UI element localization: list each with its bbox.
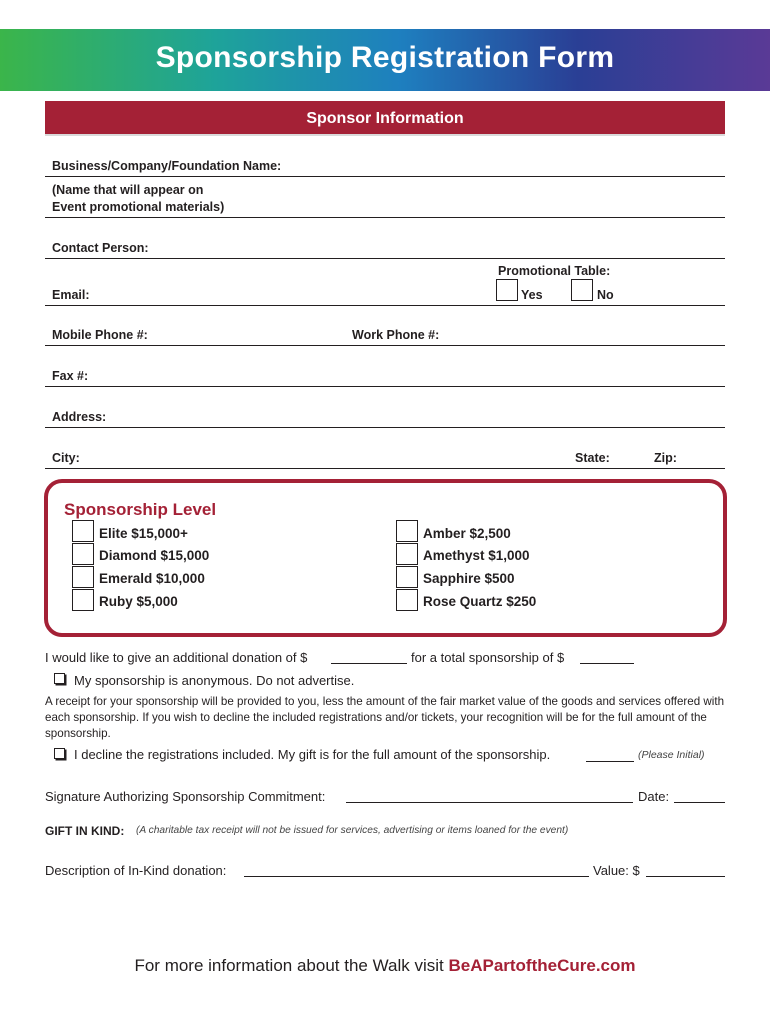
contact-person-field[interactable] xyxy=(45,258,725,259)
promo-no-label: No xyxy=(597,288,614,302)
city-state-zip-field[interactable] xyxy=(45,468,725,469)
level-checkbox-amber[interactable] xyxy=(396,520,418,542)
additional-donation-field[interactable] xyxy=(331,663,407,664)
footer-website-link[interactable]: BeAPartoftheCure.com xyxy=(448,956,636,975)
date-label: Date: xyxy=(638,789,670,804)
in-kind-value-label: Value: $ xyxy=(593,863,640,878)
level-checkbox-amethyst[interactable] xyxy=(396,543,418,565)
promo-no-checkbox[interactable] xyxy=(571,279,593,301)
address-field[interactable] xyxy=(45,427,725,428)
decline-label: I decline the registrations included. My gift is for the full amount of the sponsorship. xyxy=(74,747,551,762)
date-field[interactable] xyxy=(674,802,725,803)
level-label-amethyst: Amethyst $1,000 xyxy=(423,548,530,563)
in-kind-description-label: Description of In-Kind donation: xyxy=(45,863,227,878)
page-title: Sponsorship Registration Form xyxy=(155,41,615,74)
section-heading: Sponsor Information xyxy=(306,110,464,127)
business-note-line2: Event promotional materials) xyxy=(52,200,225,214)
fax-field[interactable] xyxy=(45,386,725,387)
total-sponsorship-label: for a total sponsorship of $ xyxy=(411,650,565,665)
promo-yes-label: Yes xyxy=(521,288,543,302)
level-label-elite: Elite $15,000+ xyxy=(99,526,188,541)
decline-checkbox[interactable] xyxy=(54,748,65,759)
gift-in-kind-note: (A charitable tax receipt will not be issued for services, advertising or items loaned for the event) xyxy=(136,825,569,836)
promotional-table-label: Promotional Table: xyxy=(498,264,611,278)
level-checkbox-diamond[interactable] xyxy=(72,543,94,565)
anonymous-checkbox[interactable] xyxy=(54,673,65,684)
signature-field[interactable] xyxy=(346,802,633,803)
footer-info xyxy=(0,956,770,976)
business-name-label: Business/Company/Foundation Name: xyxy=(52,159,282,173)
fax-label: Fax #: xyxy=(52,369,89,383)
in-kind-description-field[interactable] xyxy=(244,876,589,877)
level-label-sapphire: Sapphire $500 xyxy=(423,571,515,586)
work-phone-label: Work Phone #: xyxy=(352,328,440,342)
sponsorship-level-heading: Sponsorship Level xyxy=(64,500,217,519)
level-label-emerald: Emerald $10,000 xyxy=(99,571,205,586)
address-label: Address: xyxy=(52,410,107,424)
in-kind-value-field[interactable] xyxy=(646,876,725,877)
phone-field[interactable] xyxy=(45,345,725,346)
receipt-paragraph: A receipt for your sponsorship will be provided to you, less the amount of the fair market value of the goods and services offered with each sponsorship. If you wish to decline the included registrations and/or tickets, your recognition will be for the full amount of the sponsorship. xyxy=(45,695,725,740)
level-label-ruby: Ruby $5,000 xyxy=(99,594,178,609)
city-label: City: xyxy=(52,451,80,465)
level-label-amber: Amber $2,500 xyxy=(423,526,511,541)
gift-in-kind-label: GIFT IN KIND: xyxy=(45,824,125,838)
business-note-line1: (Name that will appear on xyxy=(52,183,204,197)
email-field[interactable] xyxy=(45,305,725,306)
level-label-diamond: Diamond $15,000 xyxy=(99,548,210,563)
signature-label: Signature Authorizing Sponsorship Commitment: xyxy=(45,789,326,804)
level-checkbox-rose-quartz[interactable] xyxy=(396,589,418,611)
promo-yes-checkbox[interactable] xyxy=(496,279,518,301)
level-checkbox-emerald[interactable] xyxy=(72,566,94,588)
mobile-phone-label: Mobile Phone #: xyxy=(52,328,148,342)
total-sponsorship-field[interactable] xyxy=(580,663,634,664)
anonymous-label: My sponsorship is anonymous. Do not advertise. xyxy=(74,673,355,688)
email-label: Email: xyxy=(52,288,90,302)
state-label: State: xyxy=(575,451,610,465)
additional-donation-label: I would like to give an additional donation of $ xyxy=(45,650,308,665)
contact-person-label: Contact Person: xyxy=(52,241,149,255)
please-initial-note: (Please Initial) xyxy=(638,749,705,761)
footer-text: For more information about the Walk visit xyxy=(134,956,449,975)
level-checkbox-ruby[interactable] xyxy=(72,589,94,611)
business-name-field[interactable] xyxy=(45,176,725,177)
initial-field[interactable] xyxy=(586,761,634,762)
sponsor-information-header xyxy=(45,101,725,136)
level-checkbox-elite[interactable] xyxy=(72,520,94,542)
level-label-rose-quartz: Rose Quartz $250 xyxy=(423,594,537,609)
display-name-field[interactable] xyxy=(45,217,725,218)
header-banner xyxy=(0,29,770,91)
zip-label: Zip: xyxy=(654,451,677,465)
level-checkbox-sapphire[interactable] xyxy=(396,566,418,588)
